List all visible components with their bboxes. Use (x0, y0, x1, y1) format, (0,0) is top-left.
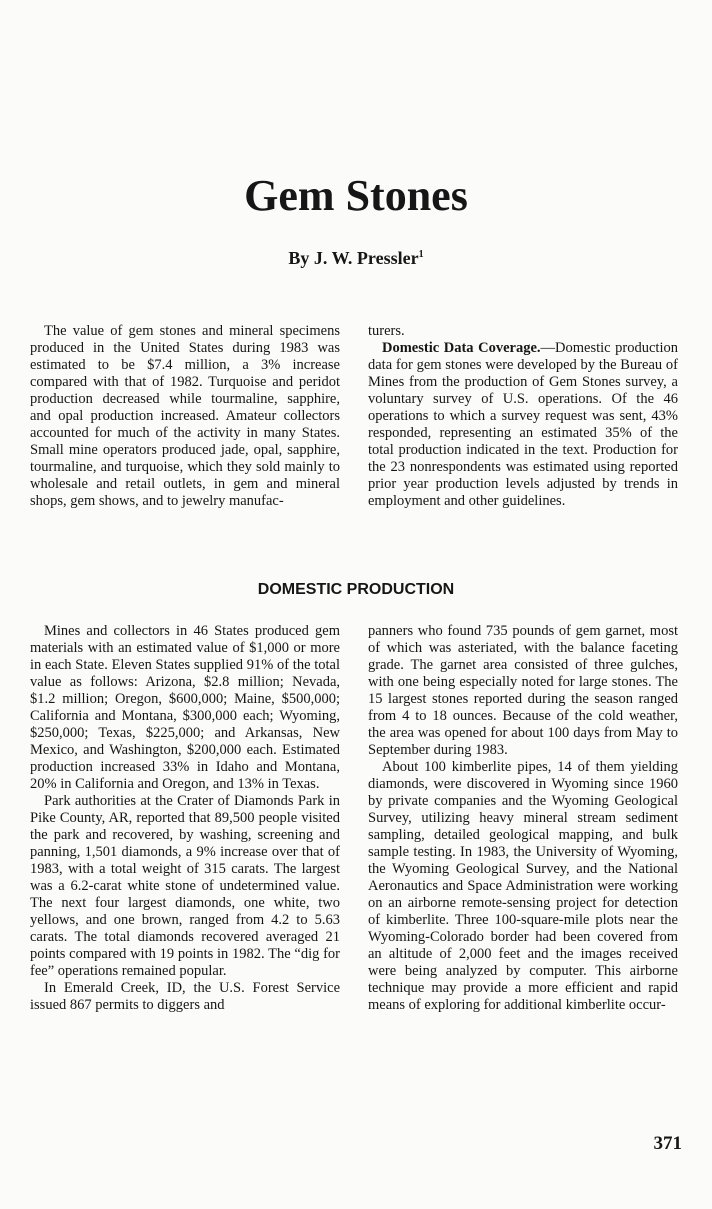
coverage-heading: Domestic Data Coverage. (382, 340, 541, 356)
body-paragraph: Park authorities at the Crater of Diamonds Park in Pike County, AR, reported that 89,500 people visited the park and recovered, by washing, screening and panning, 1,501 diamonds, a 9% increase over that of 1983, with a total weight of 315 carats. The largest was a 6.2-carat white stone of undetermined value. The next four largest diamonds, one white, two yellows, and one brown, ranged from 4.2 to 5.63 carats. The total diamonds recovered averaged 21 points compared with 19 points in 1982. The “dig for fee” operations remained popular. (30, 793, 340, 979)
domestic-column-right (368, 623, 678, 1014)
byline (0, 246, 712, 270)
intro-column-right (368, 323, 678, 510)
coverage-text: —Domestic production data for gem stones were developed by the Bureau of Mines from the production of Gem Stones survey, a voluntary survey of U.S. operations. Of the 46 operations to which a survey request was sent, 43% responded, representing an estimated 35% of the total production indicated in the text. Production for the 23 nonrespondents was estimated using reported prior year production levels adjusted by trends in employment and other guidelines. (368, 340, 678, 509)
section-heading: DOMESTIC PRODUCTION (257, 581, 455, 598)
page-number: 371 (653, 1133, 682, 1154)
body-paragraph: In Emerald Creek, ID, the U.S. Forest Service issued 867 permits to diggers and (30, 980, 340, 1013)
intro-column-left (30, 323, 340, 510)
intro-paragraph: The value of gem stones and mineral specimens produced in the United States during 1983 was estimated to be $7.4 million, a 3% increase compared with that of 1982. Turquoise and peridot production decreased while tourmaline, sapphire, and opal production increased. Amateur collectors accounted for much of the activity in many States. Small mine operators produced jade, opal, sapphire, tourmaline, and turquoise, which they sold mainly to wholesale and retail outlets, in gem and mineral shops, gem shows, and to jewelry manufac- (30, 323, 340, 509)
body-paragraph: About 100 kimberlite pipes, 14 of them yielding diamonds, were discovered in Wyoming since 1960 by private companies and the Wyoming Geological Survey, utilizing heavy mineral stream sediment sampling, detailed geological mapping, and bulk sample testing. In 1983, the University of Wyoming, the Wyoming Geological Survey, and the National Aeronautics and Space Administration were working on an airborne remote-sensing project for detection of kimberlite. Three 100-square-mile plots near the Wyoming-Colorado border had been covered from an altitude of 2,000 feet and the images received were being analyzed by computer. This airborne technique may provide a more efficient and rapid means of exploring for additional kimberlite occur- (368, 759, 678, 1013)
footnote-marker: 1 (418, 249, 424, 260)
body-paragraph: Mines and collectors in 46 States produced gem materials with an estimated value of $1,000 or more in each State. Eleven States supplied 91% of the total value as follows: Arizona, $2.8 million; Nevada, $1.2 million; Oregon, $600,000; Maine, $500,000; California and Montana, $300,000 each; Wyoming, $250,000; Texas, $225,000; and Arkansas, New Mexico, and Washington, $200,000 each. Estimated production increased 33% in Idaho and Montana, 20% in California and Oregon, and 13% in Texas. (30, 623, 340, 792)
domestic-column-left (30, 623, 340, 1014)
coverage-paragraph (368, 340, 678, 510)
body-continuation: panners who found 735 pounds of gem garnet, most of which was asteriated, with the balance faceting grade. The garnet area consisted of three gulches, with one being especially noted for large stones. The 15 largest stones reported during the season ranged from 4 to 18 ounces. Because of the cold weather, the area was opened for about 100 days from May to September during 1983. (368, 623, 678, 758)
author-name: By J. W. Pressler (288, 248, 419, 268)
page-title: Gem Stones (244, 171, 468, 220)
intro-continuation: turers. (368, 323, 405, 339)
